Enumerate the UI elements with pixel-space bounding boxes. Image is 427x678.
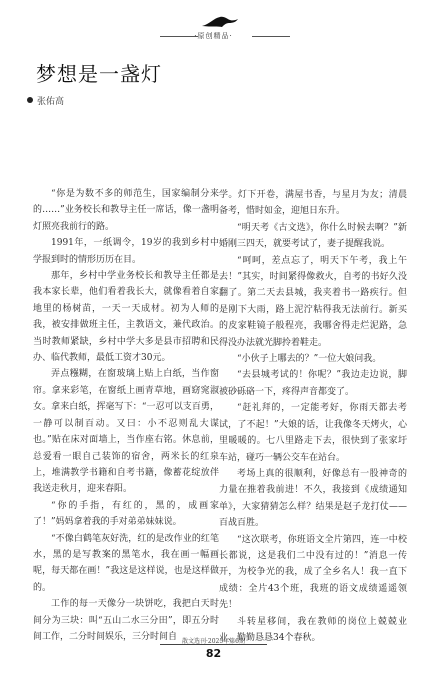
page-number: 82 (205, 647, 222, 660)
bird-icon (200, 14, 240, 32)
article-title: 梦想是一盏灯 (36, 62, 162, 86)
paragraph: “你是为数不多的师范生，国家编制分来的……”业务校长和教导主任一席话，像一盏明灯照亮我前行的路。 (33, 189, 219, 232)
author-name: 张佑高 (37, 97, 65, 107)
paragraph: 1991年，一纸调令，19岁的我到乡村中学报到时的情形历历在目。 (33, 238, 219, 265)
page-header (0, 0, 427, 56)
paragraph: “明天考《古文选》，你什么时候去啊？”新婚刚三四天，就要考试了，妻子提醒我说。 (219, 222, 407, 250)
paragraph: 工作的每一天像分一块饼吃，我把白天时间分为三块：叫“五山二水三分田”，即五分时间工作，二分时间娱乐，三分时间自 (33, 599, 219, 642)
paragraph: 学。灯下开卷，满屋书香，与星月为友；清晨备考，惜时如金，迎旭日东升。 (219, 190, 407, 217)
body-column-right (219, 187, 407, 646)
bullet-icon (27, 97, 33, 103)
journal-info: 散文选刊·2025年第6期 (182, 638, 245, 645)
paragraph: “去县城考试的！你呢？”我边走边说，脚被砂砾硌一下，疼得声音都变了。 (219, 370, 407, 397)
paragraph: 弄点糨糊，在窗玻璃上贴上白纸，当作窗帘。拿来彩笔，在窗纸上画青草地，画窈窕淑女。拿来白纸，挥毫写下：“一忍可以支百勇，一静可以制百动。又曰：小不忍则乱大谋也。”贴在床对面墙上，当作座右铭。休息前，总爱看一眼自己装饰的宿舍，两米长的红泉上，堆满教学书籍和自考书籍，像蓄花绽放伴我送走秋月，迎来春阳。 (33, 369, 219, 495)
body-column-left (33, 186, 219, 645)
paragraph: 那年，乡村中学业务校长和教导主任都是我本家长辈，他们看着我长大，就像看着自家地里的杨树苗，一天一天成材。初为人师的我，被安排做班主任，主教语文，兼代政治。当时教师紧缺，乡村中学大多是县市招聘和民办、临代教师，最低工资才30元。 (33, 271, 219, 364)
author-line (27, 94, 64, 107)
footer-rule (160, 644, 267, 645)
paragraph: “这次联考，你班语文全片第四，连一中校长都说，这是我们二中没有过的！”消息一传开，为校争光的我，成了全乡名人！我一直下成绩：全片43个班，我班的语文成绩遥遥领先！ (219, 534, 407, 611)
paragraph: 考场上真的很顺利，好像总有一股神奇的力量在推着我前进！不久，我接到《成绩通知单》，大家猜猜怎么样？结果是赵子龙打仗——百战百胜。 (219, 468, 407, 529)
section-label: ·原创精品· (194, 32, 233, 40)
paragraph: “不像白鹤笔灰好洗，红的是改作业的红笔水，黑的是写教案的黑笔水，我在画一幅画呢，每天都在画！”我这是这样说，也是这样做的。 (33, 533, 219, 593)
paragraph: “赶礼拜的，一定能考好，你雨天都去考试，了不起！”大娘的话，让我像冬天烤火，心里暖暖的。七八里路走下去，很快到了张家圩车站，碰巧一辆公交车在站台。 (219, 403, 407, 463)
paragraph: 斗转星移间，我在教师的岗位上兢兢业业、勤勤恳恳34个春秋。 (219, 616, 407, 643)
paragraph: “小伙子上哪去的？”一位大娘问我。 (237, 354, 382, 365)
paragraph: “呵呵，差点忘了，明天下午考，我上午去！”其实，时间紧得像救火，自考的书好久没翻了。第二天去县城，我夹着书一路疾行。但是刚下大雨，路上泥泞粘得我无法前行。新买的皮家鞋镜子般程亮，我哪舍得走烂泥路，急得没办法就光脚拎着鞋走。 (219, 255, 407, 348)
paragraph: “你的手指，有红的，黑的，成画家了！”妈妈拿着我的手对弟弟妹妹说。 (33, 500, 219, 528)
